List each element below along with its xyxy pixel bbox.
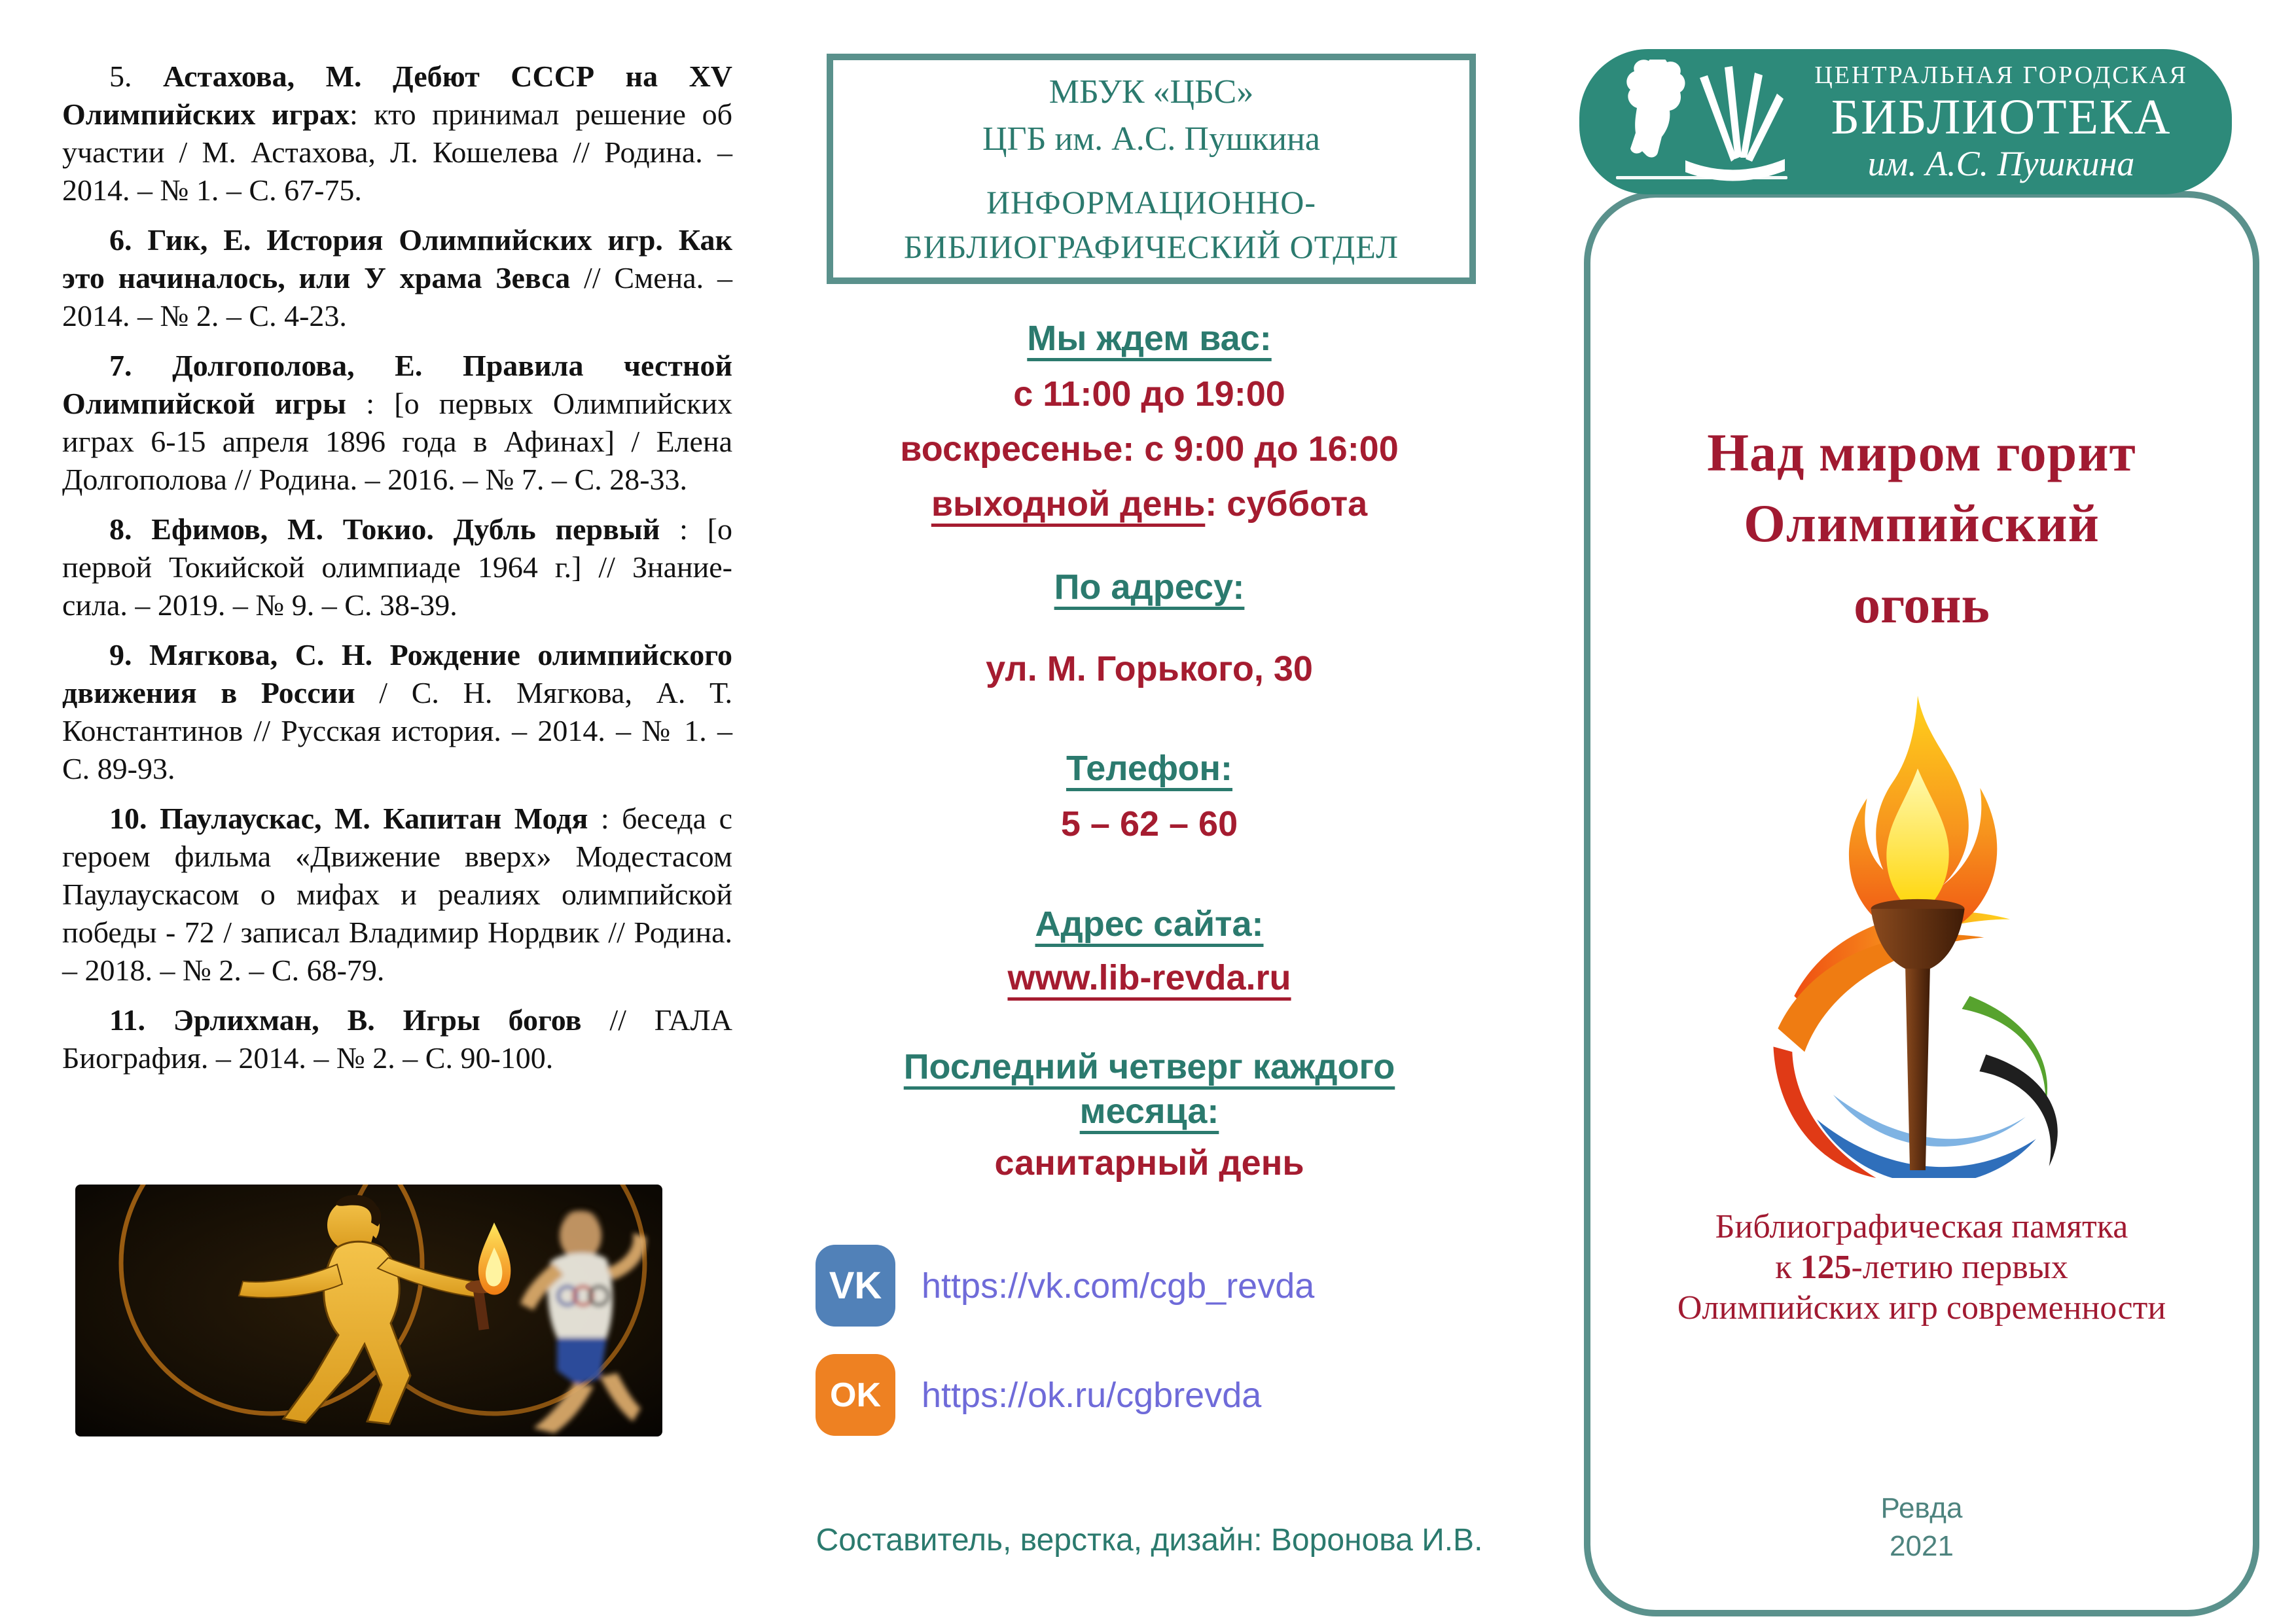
bibliography-item: 10. Паулаускас, М. Капитан Модя : беседа с героем фильма «Движение вверх» Модестасом Паулаускасом о мифах и реалиях олимпийской победы - 72 / записал Владимир Нордвик // Родина. – 2018. – № 2. – С. 68-79.: [62, 802, 732, 987]
ancient-and-modern-torch-runners-photo: [75, 1185, 662, 1436]
bibliography-item: 8. Ефимов, М. Токио. Дубль первый : [о первой Токийской олимпиаде 1964 г.] // Знание-сила. – 2019. – № 9. – С. 38-39.: [62, 512, 732, 622]
ok-link[interactable]: https://ok.ru/cgbrevda: [922, 1375, 1262, 1415]
banner-text: [1799, 60, 2232, 184]
library-name-top: ЦЕНТРАЛЬНАЯ ГОРОДСКАЯ: [1814, 62, 2188, 89]
cover-title: [1604, 423, 2240, 634]
address-value: ул. М. Горького, 30: [986, 649, 1313, 688]
credit-line: Составитель, верстка, дизайн: Воронова И.В.: [816, 1523, 1483, 1558]
cover-subtitle-line: к 125-летию первых: [1775, 1249, 2068, 1286]
sanitary-heading: месяца:: [1079, 1092, 1219, 1131]
cover-subtitle-line: Олимпийских игр современности: [1677, 1289, 2166, 1327]
vk-link-row: [816, 1245, 1492, 1327]
phone-value: 5 – 62 – 60: [1060, 804, 1238, 844]
bibliography-item: 9. Мягкова, С. Н. Рождение олимпийского движения в России / С. Н. Мягкова, А. Т. Константинов // Русская история. – 2014. – № 1. – С. 89-93.: [62, 638, 732, 785]
org-name-line: ЦГБ им. А.С. Пушкина: [982, 120, 1321, 158]
site-url[interactable]: www.lib-revda.ru: [1007, 958, 1291, 997]
bibliography-item: 11. Эрлихман, В. Игры богов // ГАЛА Биография. – 2014. – № 2. – С. 90-100.: [62, 1003, 732, 1075]
site-heading: Адрес сайта:: [1035, 904, 1264, 944]
department-line: ИНФОРМАЦИОННО-: [986, 184, 1317, 221]
bibliography-item: 6. Гик, Е. История Олимпийских игр. Как это начиналось, или У храма Зевса // Смена. – 2014. – № 2. – С. 4-23.: [62, 223, 732, 332]
library-name-main: БИБЛИОТЕКА: [1831, 90, 2172, 145]
hours-sunday: воскресенье: с 9:00 до 16:00: [900, 429, 1399, 469]
ok-link-row: [816, 1354, 1492, 1436]
hours-heading: Мы ждем вас:: [1027, 319, 1272, 358]
cover-title-line: Олимпийский: [1744, 493, 2100, 553]
cover-title-line: огонь: [1854, 575, 1990, 634]
contact-info: [806, 318, 1492, 1558]
hours-weekdays: с 11:00 до 19:00: [1013, 374, 1285, 414]
cover-title-line: Над миром горит: [1707, 423, 2136, 482]
pushkin-profile-book-logo: [1603, 60, 1799, 184]
sanitary-value: санитарный день: [994, 1143, 1304, 1183]
imprint: [1584, 1489, 2259, 1565]
org-name-line: МБУК «ЦБС»: [1049, 73, 1254, 111]
vk-icon[interactable]: VK: [816, 1245, 895, 1327]
department-line: БИБЛИОГРАФИЧЕСКИЙ ОТДЕЛ: [903, 228, 1399, 265]
vk-link[interactable]: https://vk.com/cgb_revda: [922, 1266, 1315, 1306]
address-heading: По адресу:: [1054, 567, 1245, 607]
library-name-patron: им. А.С. Пушкина: [1867, 144, 2135, 183]
imprint-city: Ревда: [1880, 1492, 1963, 1524]
day-off-line: выходной день: суббота: [931, 484, 1368, 524]
cover-subtitle: [1617, 1207, 2227, 1329]
bibliography-item: 7. Долгополова, Е. Правила честной Олимпийской игры : [о первых Олимпийских играх 6-15 апреля 1896 года в Афинах] / Елена Долгополова // Родина. – 2016. – № 7. – С. 28-33.: [62, 349, 732, 496]
imprint-year: 2021: [1890, 1530, 1954, 1562]
phone-heading: Телефон:: [1066, 749, 1233, 788]
sanitary-heading: Последний четверг каждого: [903, 1047, 1395, 1086]
library-banner: [1579, 49, 2232, 194]
bibliography-item: 5. Астахова, М. Дебют СССР на XV Олимпийских играх: кто принимал решение об участии / М. Астахова, Л. Кошелева // Родина. – 2014. – № 1. – С. 67-75.: [62, 60, 733, 207]
olympic-torch-illustration: [1754, 690, 2081, 1178]
ok-icon[interactable]: OK: [816, 1354, 895, 1436]
bibliography-list: [62, 58, 732, 1089]
cover-subtitle-line: Библиографическая памятка: [1715, 1208, 2128, 1245]
department-header-box: [827, 54, 1476, 284]
